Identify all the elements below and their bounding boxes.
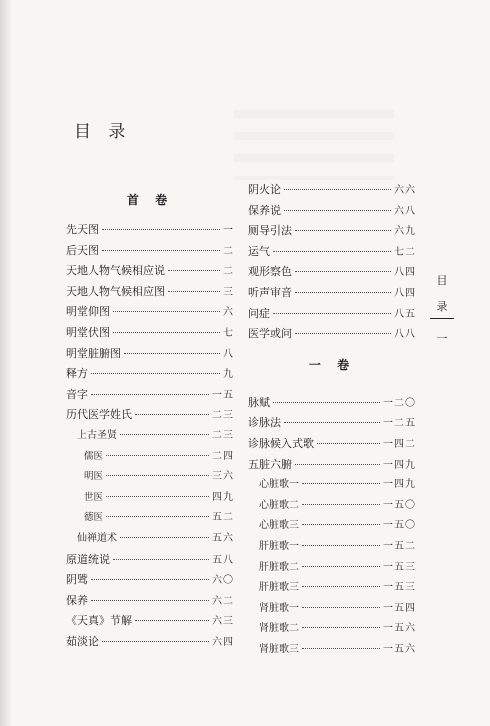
toc-entry-label: 听声审音 (248, 285, 292, 299)
toc-entry-label: 观形察色 (248, 265, 292, 279)
toc-entry-label: 先天图 (66, 223, 99, 236)
toc-entry-label: 运气 (248, 244, 270, 258)
dot-leader (113, 559, 209, 560)
toc-entry-label: 肾脏歌一 (259, 602, 299, 614)
toc-entry-page: 一五〇 (383, 520, 416, 532)
toc-entry-label: 肝脏歌三 (259, 582, 299, 594)
toc-entry-page: 五八 (212, 554, 234, 566)
toc-entry-label: 明医 (84, 471, 104, 483)
toc-subentry (248, 599, 416, 620)
dot-leader (113, 311, 220, 312)
toc-subentry (248, 475, 416, 496)
page-number: 一 (436, 332, 448, 345)
toc-entry-page: 八四 (394, 287, 416, 299)
toc-entry-page: 一四九 (383, 459, 416, 471)
dot-leader (284, 189, 391, 190)
toc-entry (248, 304, 416, 325)
running-head-rule (430, 318, 454, 319)
dot-leader (302, 607, 380, 608)
toc-entry (66, 632, 234, 653)
toc-entry-page: 一五六 (383, 643, 416, 655)
toc-right-column (248, 180, 416, 660)
toc-entry (66, 570, 234, 591)
dot-leader (302, 586, 380, 587)
dot-leader (302, 566, 380, 567)
toc-entry-label: 释方 (66, 367, 88, 381)
toc-entry (66, 611, 234, 632)
toc-entry-label: 肾脏歌二 (259, 623, 299, 635)
bleed-through-shadow (234, 110, 394, 180)
toc-entry-page: 七 (223, 327, 234, 339)
toc-entry-label: 原道统说 (66, 552, 110, 566)
dot-leader (106, 496, 209, 497)
dot-leader (91, 394, 209, 395)
toc-entry (248, 242, 416, 263)
toc-entry (66, 220, 234, 241)
toc-entry (248, 324, 416, 345)
dot-leader (295, 333, 391, 334)
toc-entry (66, 282, 234, 303)
dot-leader (284, 210, 391, 211)
toc-entry-page: 一五〇 (383, 499, 416, 511)
toc-entry-page: 一四九 (383, 479, 416, 491)
toc-entry-label: 茹淡论 (66, 634, 99, 648)
dot-leader (135, 620, 209, 621)
toc-entry-page: 一 (223, 225, 234, 236)
toc-entry (66, 241, 234, 262)
dot-leader (102, 641, 209, 642)
toc-entry-page: 一二〇 (383, 397, 416, 409)
running-head (432, 268, 452, 320)
toc-entry-page: 六四 (212, 636, 234, 648)
toc-entry (66, 405, 234, 426)
toc-entry-label: 问症 (248, 306, 270, 320)
dot-leader (113, 332, 220, 333)
dot-leader (91, 579, 209, 580)
dot-leader (302, 648, 380, 649)
toc-entry-page: 六 (223, 307, 234, 319)
toc-entry (248, 283, 416, 304)
toc-entry (66, 385, 234, 406)
toc-entry-page: 三 (223, 286, 234, 298)
dot-leader (295, 271, 391, 272)
toc-entry-page: 八四 (394, 267, 416, 279)
dot-leader (135, 414, 209, 415)
toc-entry-page: 七二 (394, 246, 416, 258)
toc-subentry (248, 496, 416, 517)
toc-entry-label: 诊脉法 (248, 416, 281, 430)
toc-entry-label: 历代医学姓氏 (66, 408, 132, 422)
dot-leader (102, 250, 220, 251)
dot-leader (302, 627, 380, 628)
toc-entry (248, 434, 416, 455)
toc-entry (248, 201, 416, 222)
toc-entry-page: 一五四 (383, 602, 416, 614)
toc-subentry (66, 529, 234, 550)
toc-entry-page: 二 (223, 266, 234, 278)
toc-entry-page: 二三 (212, 429, 234, 441)
dot-leader (106, 475, 209, 476)
toc-entry-page: 四九 (212, 491, 234, 503)
toc-entry (66, 591, 234, 612)
running-head-char: 目 (436, 274, 448, 287)
toc-entry (66, 302, 234, 323)
section-heading: 一 卷 (308, 357, 356, 372)
dot-leader (302, 504, 380, 505)
dot-leader (295, 464, 380, 465)
toc-subentry (248, 537, 416, 558)
toc-entry-page: 一五二 (383, 540, 416, 552)
toc-entry-page: 六二 (212, 595, 234, 607)
dot-leader (295, 230, 391, 231)
toc-entry-label: 心脏歌三 (259, 520, 299, 532)
toc-entry-label: 脉赋 (248, 395, 270, 409)
toc-entry-page: 二四 (212, 450, 234, 462)
toc-entry-label: 肾脏歌三 (259, 643, 299, 655)
toc-entry-label: 厕导引法 (248, 224, 292, 238)
toc-entry-page: 二三 (212, 410, 234, 422)
toc-entry-page: 九 (223, 369, 234, 381)
toc-entry-label: 肝脏歌二 (259, 561, 299, 573)
toc-entry-label: 心脏歌二 (259, 499, 299, 511)
toc-subentry (248, 516, 416, 537)
dot-leader (302, 483, 380, 484)
toc-entry-label: 保养 (66, 593, 88, 607)
toc-entry-label: 诊脉候入式歌 (248, 436, 314, 450)
toc-entry-page: 一五六 (383, 623, 416, 635)
section-heading: 首 卷 (126, 193, 174, 207)
toc-entry (66, 323, 234, 344)
dot-leader (273, 313, 391, 314)
toc-entry-label: 天地人物气候相应图 (66, 284, 165, 298)
toc-entry (66, 344, 234, 365)
toc-entry-label: 德医 (84, 512, 104, 524)
toc-entry (248, 180, 416, 201)
toc-entry-page: 一五 (212, 389, 234, 401)
dot-leader (120, 434, 209, 435)
toc-entry-label: 仙禅道术 (77, 532, 117, 544)
toc-entry-page: 二 (223, 245, 234, 257)
toc-entry (248, 455, 416, 476)
toc-entry-label: 肝脏歌一 (259, 540, 299, 552)
toc-entry-label: 明堂仰图 (66, 305, 110, 319)
toc-entry (248, 221, 416, 242)
dot-leader (91, 600, 209, 601)
toc-subentry (248, 578, 416, 599)
toc-entry-page: 六〇 (212, 575, 234, 587)
dot-leader (273, 402, 380, 403)
dot-leader (106, 516, 209, 517)
toc-entry-label: 阴骘 (66, 573, 88, 587)
dot-leader (102, 229, 220, 230)
dot-leader (295, 292, 391, 293)
toc-entry-page: 六八 (394, 205, 416, 217)
toc-subentry (248, 619, 416, 640)
toc-entry-page: 八八 (394, 329, 416, 341)
toc-entry-page: 六九 (394, 226, 416, 238)
toc-entry-label: 世医 (84, 491, 104, 503)
dot-leader (124, 353, 220, 354)
toc-entry-label: 儒医 (84, 450, 104, 462)
toc-subentry (248, 640, 416, 661)
toc-entry-page: 一五三 (383, 582, 416, 594)
toc-entry-page: 一五三 (383, 561, 416, 573)
dot-leader (284, 422, 380, 423)
toc-entry-label: 保养说 (248, 203, 281, 217)
toc-entry (248, 262, 416, 283)
toc-entry-label: 天地人物气候相应说 (66, 264, 165, 278)
dot-leader (91, 373, 220, 374)
dot-leader (302, 524, 380, 525)
page-title: 目 录 (74, 122, 132, 142)
toc-entry-page: 八 (223, 348, 234, 360)
toc-subentry (66, 488, 234, 509)
dot-leader (273, 251, 391, 252)
toc-entry-label: 明堂伏图 (66, 325, 110, 339)
toc-subentry (66, 426, 234, 447)
toc-entry-page: 五六 (212, 532, 234, 544)
toc-entry-label: 《天真》节解 (66, 614, 132, 628)
toc-entry-page: 一二五 (383, 418, 416, 430)
toc-entry-label: 医学或问 (248, 327, 292, 341)
toc-subentry (248, 558, 416, 579)
toc-entry-page: 六六 (394, 185, 416, 196)
toc-entry-label: 阴火论 (248, 183, 281, 196)
binding-shadow (0, 0, 12, 726)
toc-entry (66, 364, 234, 385)
toc-entry-page: 六三 (212, 616, 234, 628)
toc-entry (66, 550, 234, 571)
running-head-char: 录 (436, 300, 448, 313)
dot-leader (106, 455, 209, 456)
toc-subentry (66, 508, 234, 529)
toc-entry-label: 音字 (66, 387, 88, 401)
toc-entry-label: 心脏歌一 (259, 479, 299, 491)
dot-leader (317, 443, 380, 444)
toc-left-column (66, 190, 234, 652)
dot-leader (168, 270, 220, 271)
toc-entry-label: 上古圣贤 (77, 429, 117, 441)
toc-entry-page: 八五 (394, 308, 416, 320)
toc-entry-page: 一四二 (383, 438, 416, 450)
toc-entry (66, 261, 234, 282)
toc-entry-page: 五二 (212, 512, 234, 524)
toc-entry (248, 413, 416, 434)
dot-leader (302, 545, 380, 546)
toc-entry-label: 明堂脏腑图 (66, 346, 121, 360)
toc-subentry (66, 467, 234, 488)
dot-leader (168, 291, 220, 292)
toc-entry (248, 393, 416, 414)
toc-entry-page: 三六 (212, 471, 234, 483)
toc-subentry (66, 447, 234, 468)
dot-leader (120, 537, 209, 538)
toc-entry-label: 五脏六腑 (248, 457, 292, 471)
toc-entry-label: 后天图 (66, 243, 99, 257)
